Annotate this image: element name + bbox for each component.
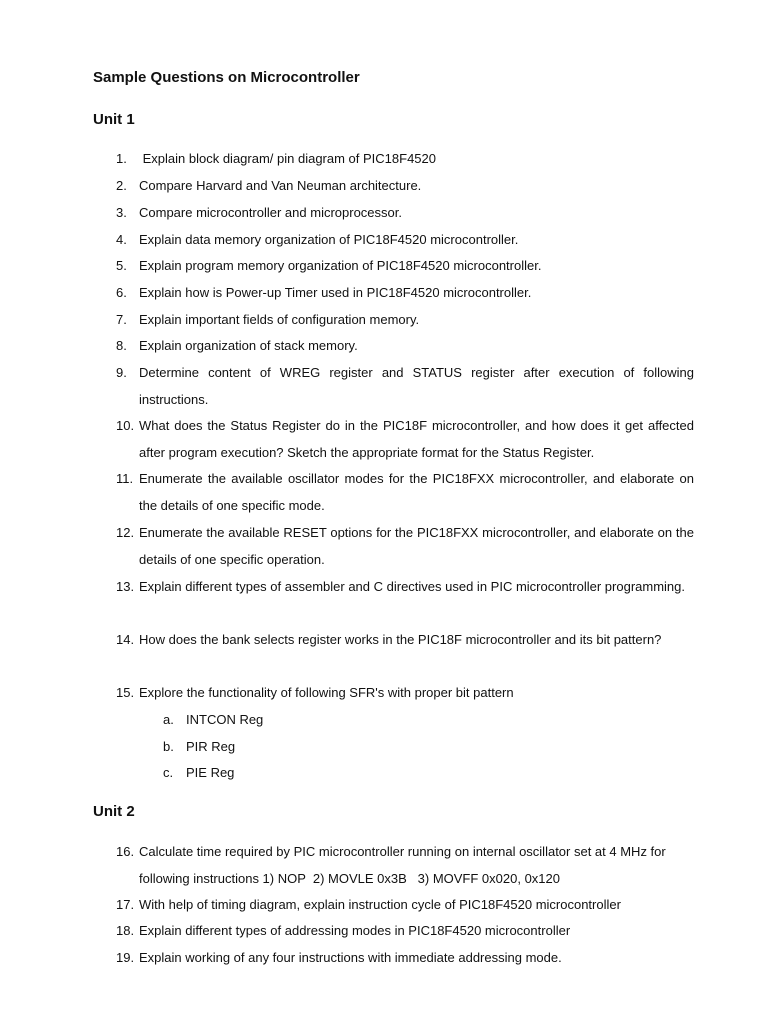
question-number: 18. bbox=[116, 923, 135, 938]
sub-item-letter: c. bbox=[163, 765, 174, 780]
question-item bbox=[116, 173, 694, 200]
question-number: 6. bbox=[116, 285, 127, 300]
sub-item-text: PIE Reg bbox=[186, 765, 235, 780]
unit-2-heading: Unit 2 bbox=[93, 803, 135, 820]
question-item bbox=[116, 892, 694, 919]
question-text: Enumerate the available oscillator modes for the PIC18FXX microcontroller, and elaborate on the details of one specific mode. bbox=[139, 471, 694, 513]
question-text: Explain data memory organization of PIC18F4520 microcontroller. bbox=[139, 232, 519, 247]
question-text: Compare Harvard and Van Neuman architecture. bbox=[139, 178, 422, 193]
question-number: 12. bbox=[116, 525, 135, 540]
question-item bbox=[116, 146, 694, 173]
sub-item-letter: a. bbox=[163, 712, 174, 727]
question-item bbox=[116, 307, 694, 334]
question-item bbox=[116, 360, 694, 413]
question-item bbox=[116, 466, 694, 519]
question-number: 14. bbox=[116, 632, 135, 647]
question-text: Enumerate the available RESET options for the PIC18FXX microcontroller, and elaborate on the details of one specific operation. bbox=[139, 525, 694, 567]
question-item bbox=[116, 280, 694, 307]
question-number: 3. bbox=[116, 205, 127, 220]
sub-item-letter: b. bbox=[163, 739, 174, 754]
sub-list-item bbox=[163, 734, 235, 761]
question-item bbox=[116, 333, 694, 360]
question-item bbox=[116, 627, 694, 654]
question-number: 16. bbox=[116, 844, 135, 859]
question-number: 8. bbox=[116, 338, 127, 353]
question-text: Explain important fields of configuration memory. bbox=[139, 312, 420, 327]
question-text: Explain block diagram/ pin diagram of PIC18F4520 bbox=[139, 151, 436, 166]
question-number: 17. bbox=[116, 897, 135, 912]
question-number: 15. bbox=[116, 685, 135, 700]
question-item bbox=[116, 918, 694, 945]
question-number: 1. bbox=[116, 151, 127, 166]
question-item bbox=[116, 413, 694, 466]
question-text: Determine content of WREG register and STATUS register after execution of following instructions. bbox=[139, 365, 694, 407]
unit-1-heading: Unit 1 bbox=[93, 111, 135, 128]
page-title: Sample Questions on Microcontroller bbox=[93, 69, 360, 86]
question-text: Explore the functionality of following SFR's with proper bit pattern bbox=[139, 685, 514, 700]
question-item bbox=[116, 227, 694, 254]
sub-item-text: INTCON Reg bbox=[186, 712, 264, 727]
question-text: Explain different types of addressing modes in PIC18F4520 microcontroller bbox=[139, 923, 571, 938]
question-text: Explain different types of assembler and C directives used in PIC microcontroller programming. bbox=[139, 579, 685, 594]
question-number: 19. bbox=[116, 950, 135, 965]
question-number: 11. bbox=[116, 471, 134, 486]
question-text: Explain organization of stack memory. bbox=[139, 338, 358, 353]
question-text: What does the Status Register do in the PIC18F microcontroller, and how does it get affected after program execution? Sketch the appropriate format for the Status Register. bbox=[139, 418, 694, 460]
question-item bbox=[116, 680, 694, 707]
question-text: Explain how is Power-up Timer used in PIC18F4520 microcontroller. bbox=[139, 285, 532, 300]
question-text: Compare microcontroller and microprocessor. bbox=[139, 205, 402, 220]
question-item bbox=[116, 253, 694, 280]
question-item bbox=[116, 839, 694, 892]
sub-list-item bbox=[163, 707, 263, 734]
question-number: 7. bbox=[116, 312, 127, 327]
question-text: Explain program memory organization of PIC18F4520 microcontroller. bbox=[139, 258, 542, 273]
question-number: 9. bbox=[116, 365, 127, 380]
question-item bbox=[116, 574, 694, 601]
question-number: 10. bbox=[116, 418, 135, 433]
question-text: Explain working of any four instructions with immediate addressing mode. bbox=[139, 950, 562, 965]
question-number: 13. bbox=[116, 579, 135, 594]
question-item bbox=[116, 520, 694, 573]
sub-list-item bbox=[163, 760, 234, 787]
question-text: With help of timing diagram, explain instruction cycle of PIC18F4520 microcontroller bbox=[139, 897, 621, 912]
question-number: 2. bbox=[116, 178, 127, 193]
question-item bbox=[116, 200, 694, 227]
question-text: Calculate time required by PIC microcontroller running on internal oscillator set at 4 MHz for following instructions 1) NOP 2) MOVLE 0x3B 3) MOVFF 0x020, 0x120 bbox=[139, 844, 670, 886]
sub-item-text: PIR Reg bbox=[186, 739, 236, 754]
question-item bbox=[116, 945, 694, 972]
question-number: 5. bbox=[116, 258, 127, 273]
question-number: 4. bbox=[116, 232, 127, 247]
question-text: How does the bank selects register works in the PIC18F microcontroller and its bit pattern? bbox=[139, 632, 662, 647]
